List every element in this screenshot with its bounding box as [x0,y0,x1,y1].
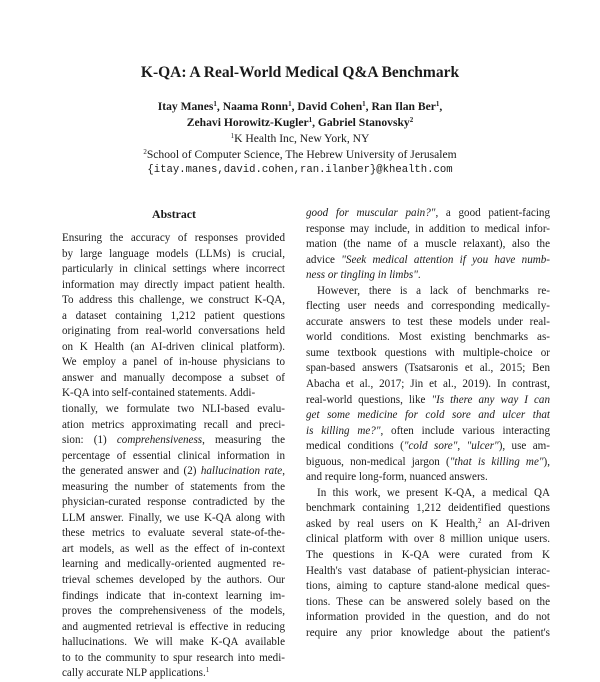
text-line [62,511,285,527]
text-line [306,455,550,471]
text-segment: asked by real users on K Health, [306,517,478,530]
text-line [306,424,550,440]
text-line [62,433,285,449]
introduction-body [306,206,550,641]
affiliation-2 [0,148,600,161]
text-line [306,532,550,548]
text-line [62,371,285,387]
text-segment: physician-curated response contradicted by the [62,496,285,509]
text-line [306,268,550,284]
text-segment: ), use am- [498,440,550,453]
text-line [306,393,550,409]
text-segment: response may include, in addition to medical infor- [306,222,550,235]
text-segment: sume textbook questions with multiple-choice or [306,346,550,359]
text-line [306,377,550,393]
text-segment: comprehensiveness [116,434,203,447]
text-segment: medical conditions ( [306,440,404,453]
text-segment: biguous, non-medical jargon ( [306,455,450,468]
text-segment: "cold sore" [403,440,458,453]
text-line [62,464,285,480]
author-affiliation-marker: 1 [435,100,440,108]
text-line [62,542,285,558]
text-line [62,231,285,247]
author-name: , Ran Ilan Ber [365,100,436,113]
text-segment: "Seek medical attention if you have numb- [341,253,550,266]
text-segment: on K Health (an AI-driven clinical platform). [62,340,285,353]
text-line [306,284,550,300]
text-line [306,548,550,564]
affiliation-text: K Health Inc, New York, NY [234,132,370,145]
authors-line-2 [0,116,600,129]
text-segment: these metrics to evaluate several state-of-the- [62,527,285,540]
text-segment: to to the community to spur research into medi- [62,651,285,664]
text-segment: by large language models (LLMs) is crucial, [62,247,285,260]
author-affiliation-marker: 1 [308,116,313,124]
text-segment: ), [543,455,550,468]
text-segment: a dataset containing 1,212 patient questions [62,309,285,322]
text-segment: proves the comprehensiveness of the models, [62,605,285,618]
text-segment: originating from real-world conversations held [62,325,285,338]
text-segment: trieval schemes developed by the authors. Our [62,574,285,587]
text-segment: real-world questions, like [306,393,432,406]
text-segment: We employ a panel of in-house physicians to [62,356,285,369]
text-line [306,486,550,502]
text-line [306,579,550,595]
text-segment: art models, as well as the effect of in-context [62,542,285,555]
text-segment: particularly in clinical settings where incorrect [62,263,285,276]
text-line [62,278,285,294]
text-line [306,315,550,331]
text-segment: Health's vast database of patient-physician interac- [306,564,550,577]
author-name: , [439,100,443,113]
text-line [62,495,285,511]
text-segment: sion: (1) [62,434,117,447]
text-line [62,293,285,309]
text-line [62,480,285,496]
text-segment: span-based answers (Tsatsaronis et al., 2015; Ben [306,362,550,375]
text-segment: information provided in the question, and do not [306,611,550,624]
text-line [306,222,550,238]
paper-title: K-QA: A Real-World Medical Q&A Benchmark [140,64,460,81]
text-segment: hallucinations. We will make K-QA available [62,636,285,649]
text-line [306,610,550,626]
text-line [62,651,285,667]
text-line [306,517,550,533]
text-segment: ness or tingling in limbs" [306,269,418,282]
text-segment: tionally, we formulate two NLI-based evalu- [62,403,285,416]
text-segment: Abacha et al., 2017; Jin et al., 2019). In contrast, [306,378,550,391]
text-segment: findings indicate that in-context learning im- [62,589,285,602]
affiliation-marker: 2 [143,148,147,156]
text-segment: and require long-form, nuanced answers. [306,471,488,484]
text-line [62,247,285,263]
text-line [306,253,550,269]
text-line [62,589,285,605]
text-line [306,408,550,424]
text-segment: advice [306,253,342,266]
text-segment: measuring the number of statements from the [62,480,285,493]
text-line [306,330,550,346]
affiliation-marker: 1 [230,132,235,140]
text-segment: information may directly impact patient health. [62,278,285,291]
text-line [306,595,550,611]
author-affiliation-marker: 1 [213,100,217,108]
text-segment: To address this challenge, we construct K-QA, [62,294,285,307]
author-name: , Naama Ronn [216,100,289,113]
text-segment: K-QA into self-contained statements. Addi- [62,387,256,400]
text-line [306,237,550,253]
text-segment: , often include various interacting [380,424,550,437]
text-segment: answer and manually decompose a subset of [62,371,285,384]
text-segment: , [457,440,467,453]
text-segment: ation metrics approximating recall and preci- [62,418,285,431]
author-name: Itay Manes [157,100,214,113]
text-line [306,626,550,642]
author-name: Zehavi Horowitz-Kugler [186,116,309,129]
text-segment: , [282,465,285,478]
text-line [62,620,285,636]
footnote-marker: 2 [477,516,482,525]
text-line [62,262,285,278]
text-line [62,309,285,325]
author-name: , Gabriel Stanovsky [312,116,410,129]
authors-line-1 [0,100,600,113]
text-segment: and augmented retrieval is effective in reducing [62,620,285,633]
text-segment: cally accurate NLP applications. [62,667,206,680]
text-segment: get some medicine for cold sore and ulcer that [306,409,550,422]
author-affiliation-marker: 1 [288,100,292,108]
text-segment: tions, aiming to capture stand-alone medical ques- [306,580,550,593]
author-affiliation-marker: 2 [409,116,414,124]
author-emails: {itay.manes,david.cohen,ran.ilanber}@khealth.com [147,164,453,176]
text-segment: , a good patient-facing [435,207,550,219]
text-line [62,573,285,589]
text-line [62,449,285,465]
text-segment: good for muscular pain?" [306,207,436,219]
text-segment: learning and medically-oriented augmented re- [62,558,285,571]
text-segment: tions. These can be answered solely based on the [306,595,550,608]
text-segment: Ensuring the accuracy of responses provided [62,232,285,244]
text-segment: LLM answer. Finally, we use K-QA along with [62,511,285,524]
text-line [306,346,550,362]
text-line [306,564,550,580]
text-segment: However, there is a lack of benchmarks re- [317,284,550,297]
text-line [62,604,285,620]
text-segment: "Is there any way I can [431,393,550,406]
text-line [62,402,285,418]
text-segment: the generated answer and (2) [62,465,201,478]
footnote-marker: 1 [205,666,210,675]
text-line [306,439,550,455]
text-segment: . [417,269,421,282]
text-line [62,324,285,340]
text-segment: world conditions. Most existing benchmarks as- [306,331,550,344]
text-line [306,206,550,222]
text-line [62,386,285,402]
text-segment: is killing me?" [306,424,381,437]
text-line [306,501,550,517]
text-line [62,666,285,682]
author-name: , David Cohen [291,100,363,113]
text-line [306,470,550,486]
text-segment: mation (the name of a muscle relaxant), also the [306,238,550,251]
text-line [62,340,285,356]
text-segment: clinical platform with over 8 million unique users. [306,533,550,546]
affiliation-1 [0,132,600,145]
text-segment: an AI-driven [481,517,550,530]
text-line [306,361,550,377]
text-line [62,526,285,542]
abstract-heading: Abstract [152,207,196,221]
text-segment: In this work, we present K-QA, a medical QA [317,486,550,499]
text-segment: hallucination rate [200,465,283,478]
text-segment: require any prior knowledge about the patient's [306,626,550,639]
text-segment: The questions in K-QA were curated from K [306,549,550,562]
text-segment: benchmark containing 1,212 deidentified questions [306,502,550,515]
text-line [62,635,285,651]
text-line [306,299,550,315]
text-segment: , measuring the [202,434,285,447]
text-segment: accurate answers to test these models under real- [306,315,550,328]
author-affiliation-marker: 1 [362,100,366,108]
text-segment: flecting user needs and corresponding medically- [306,300,550,313]
text-segment: percentage of essential clinical information in [62,449,285,462]
text-line [62,418,285,434]
affiliation-text: School of Computer Science, The Hebrew University of Jerusalem [146,148,457,161]
text-segment: "ulcer" [466,440,499,453]
text-line [62,557,285,573]
abstract-body [62,231,285,682]
text-line [62,355,285,371]
text-segment: "that is killing me" [449,455,544,468]
